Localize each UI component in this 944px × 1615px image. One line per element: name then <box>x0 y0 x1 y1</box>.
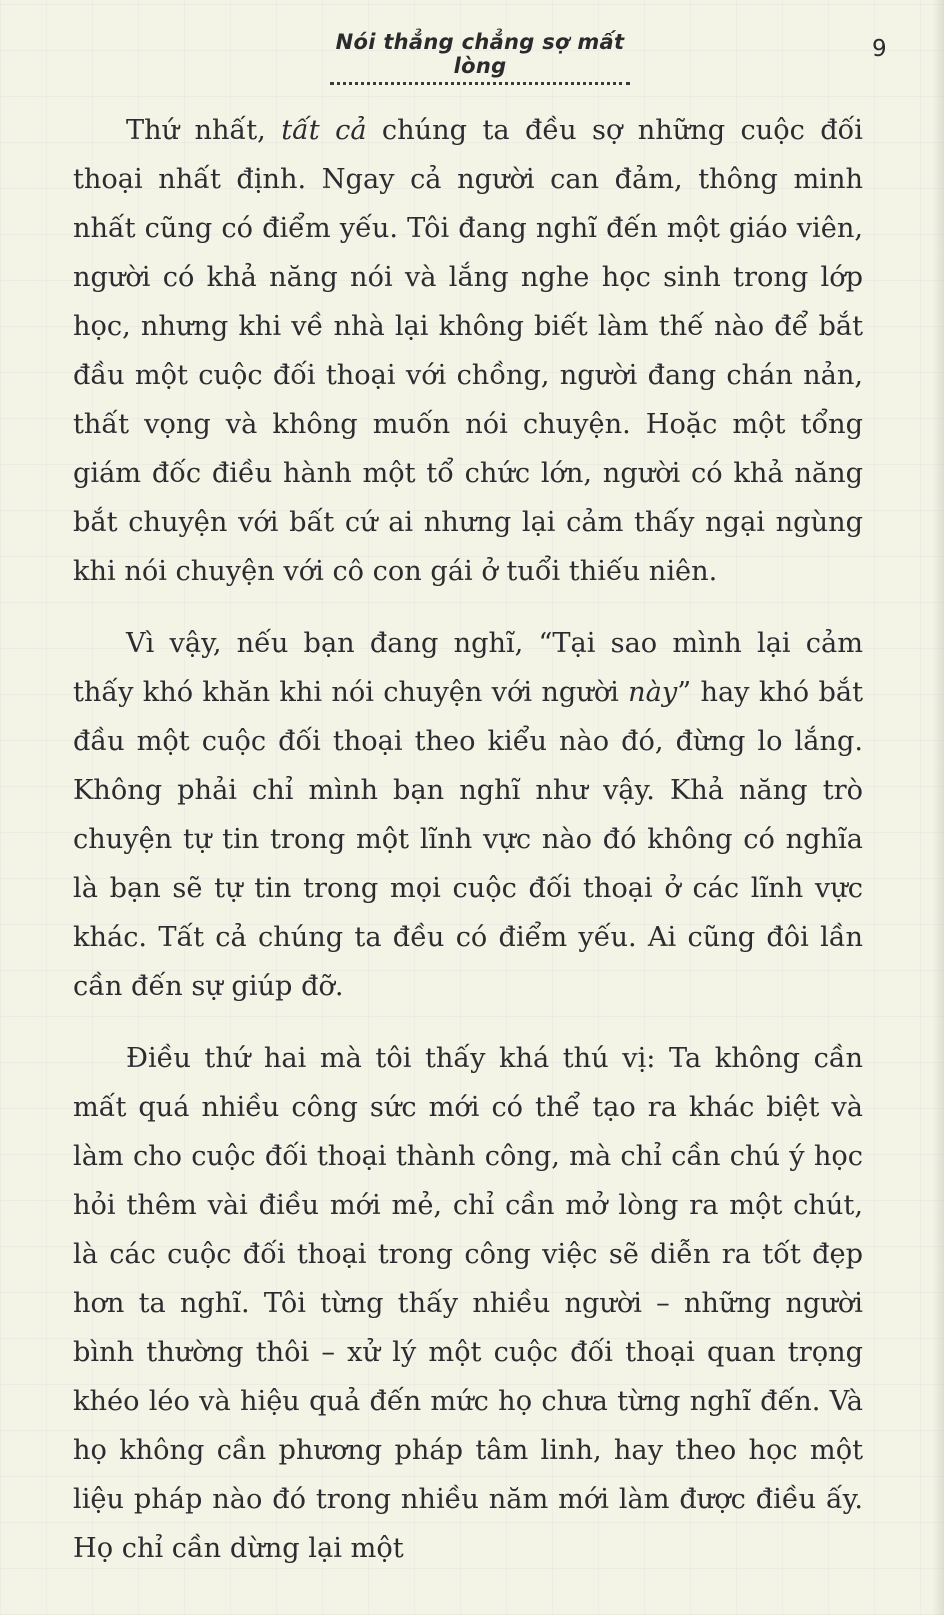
page-edge-shadow <box>932 0 944 1615</box>
paragraph-2-text-start: Vì vậy, nếu bạn đang nghĩ, “Tại sao mình lại cảm thấy khó khăn khi nói chuyện với người <box>73 628 863 708</box>
paragraph-1 <box>73 106 863 596</box>
paragraph-1-text-start: Thứ nhất, <box>126 115 282 146</box>
paragraph-2-emphasis: này <box>628 677 678 708</box>
paragraph-2 <box>73 619 863 1011</box>
page-number: 9 <box>872 36 887 62</box>
paragraph-1-emphasis: tất cả <box>281 115 367 146</box>
page-header <box>330 30 630 85</box>
paragraph-3: Điều thứ hai mà tôi thấy khá thú vị: Ta không cần mất quá nhiều công sức mới có thể tạo ra khác biệt và làm cho cuộc đối thoại thành công, mà chỉ cần chú ý học hỏi thêm vài điều mới mẻ, chỉ cần mở lòng ra một chút, là các cuộc đối thoại trong công việc sẽ diễn ra tốt đẹp hơn ta nghĩ. Tôi từng thấy nhiều người – những người bình thường thôi – xử lý một cuộc đối thoại quan trọng khéo léo và hiệu quả đến mức họ chưa từng nghĩ đến. Và họ không cần phương pháp tâm linh, hay theo học một liệu pháp nào đó trong nhiều năm mới làm được điều ấy. Họ chỉ cần dừng lại một <box>73 1043 863 1564</box>
running-title: Nói thẳng chẳng sợ mất lòng <box>330 30 630 85</box>
body-text <box>73 106 863 1573</box>
paragraph-2-text-end: ” hay khó bắt đầu một cuộc đối thoại theo kiểu nào đó, đừng lo lắng. Không phải chỉ mình bạn nghĩ như vậy. Khả năng trò chuyện tự tin trong một lĩnh vực nào đó không có nghĩa là bạn sẽ tự tin trong mọi cuộc đối thoại ở các lĩnh vực khác. Tất cả chúng ta đều có điểm yếu. Ai cũng đôi lần cần đến sự giúp đỡ. <box>73 677 863 1002</box>
paragraph-1-text-end: chúng ta đều sợ những cuộc đối thoại nhất định. Ngay cả người can đảm, thông minh nhất cũng có điểm yếu. Tôi đang nghĩ đến một giáo viên, người có khả năng nói và lắng nghe học sinh trong lớp học, nhưng khi về nhà lại không biết làm thế nào để bắt đầu một cuộc đối thoại với chồng, người đang chán nản, thất vọng và không muốn nói chuyện. Hoặc một tổng giám đốc điều hành một tổ chức lớn, người có khả năng bắt chuyện với bất cứ ai nhưng lại cảm thấy ngại ngùng khi nói chuyện với cô con gái ở tuổi thiếu niên. <box>73 115 864 587</box>
